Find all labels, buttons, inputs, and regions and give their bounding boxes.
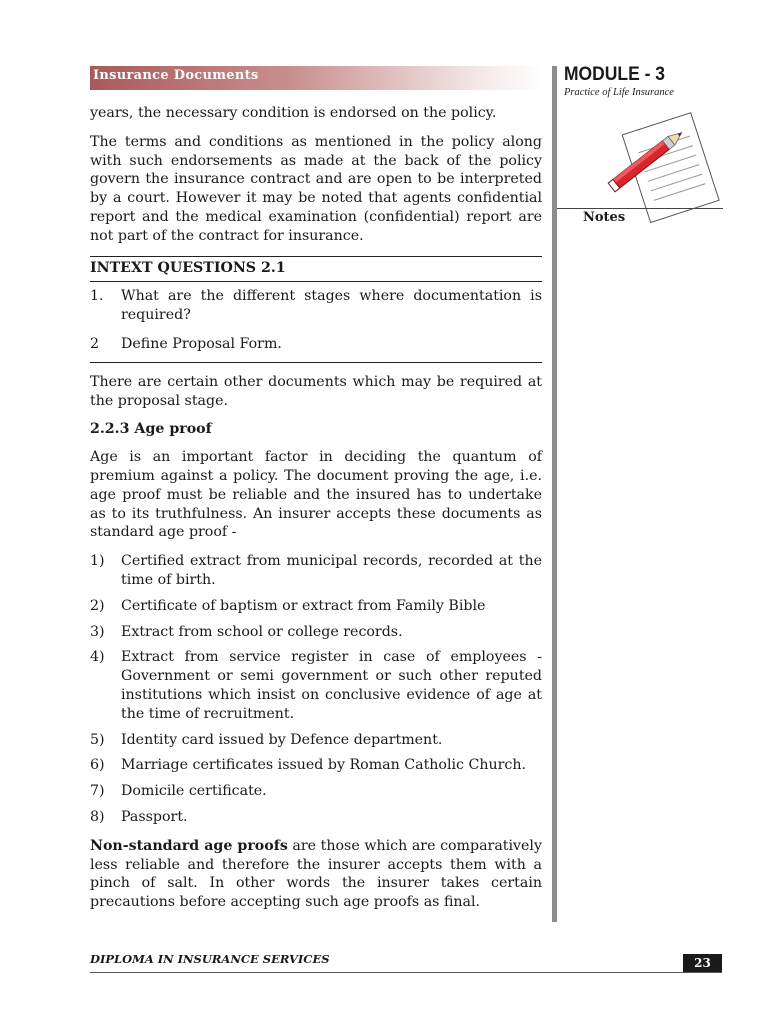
paragraph: years, the necessary condition is endorsed on the policy. bbox=[90, 105, 497, 121]
list-item bbox=[90, 597, 542, 616]
list-text: Marriage certificates issued by Roman Catholic Church. bbox=[121, 757, 526, 774]
list-text: Certified extract from municipal records, recorded at the time of birth. bbox=[121, 553, 542, 588]
list-number: 4) bbox=[90, 649, 105, 666]
list-text: Identity card issued by Defence department. bbox=[121, 731, 443, 748]
list-number: 8) bbox=[90, 808, 105, 825]
question-number: 2 bbox=[90, 335, 100, 352]
module-title: MODULE - 3 bbox=[564, 64, 665, 85]
notes-label: Notes bbox=[583, 210, 626, 225]
list-item bbox=[90, 552, 542, 590]
list-text: Certificate of baptism or extract from Family Bible bbox=[121, 597, 486, 614]
question-text: Define Proposal Form. bbox=[121, 335, 282, 352]
intext-questions-box bbox=[90, 256, 542, 363]
chapter-header-band bbox=[90, 66, 542, 90]
bold-term: Non-standard age proofs bbox=[90, 837, 288, 854]
paragraph: Age is an important factor in deciding the quantum of premium against a policy. The document proving the age, i.e. age proof must be reliable and the insured has to undertake as to its truthfulness. An insurer accepts these documents as standard age proof - bbox=[90, 449, 542, 541]
intext-title: INTEXT QUESTIONS 2.1 bbox=[90, 259, 542, 283]
footer-rule bbox=[90, 972, 722, 973]
list-text: Extract from school or college records. bbox=[121, 623, 403, 640]
section-heading: 2.2.3 Age proof bbox=[90, 421, 212, 438]
margin-divider bbox=[552, 66, 557, 922]
footer-course-name: DIPLOMA IN INSURANCE SERVICES bbox=[90, 952, 330, 966]
question-number: 1. bbox=[90, 288, 104, 305]
paragraph-text: are those which are comparatively less reliable and therefore the insurer accepts them with a pinch of salt. In other words the insurer takes certain precautions before accepting such age proofs as final. bbox=[90, 837, 542, 911]
list-text: Extract from service register in case of employees - Government or semi government or such other reputed institutions which insist on conclusive evidence of age at the time of recruitment. bbox=[121, 649, 542, 722]
list-item bbox=[90, 808, 542, 827]
list-number: 5) bbox=[90, 731, 105, 748]
list-text: Passport. bbox=[121, 808, 188, 825]
list-item bbox=[90, 648, 542, 723]
list-number: 7) bbox=[90, 783, 105, 800]
question-text: What are the different stages where documentation is required? bbox=[121, 288, 542, 324]
question-item bbox=[90, 287, 542, 325]
page-number: 23 bbox=[683, 954, 722, 973]
list-number: 1) bbox=[90, 553, 105, 570]
list-item bbox=[90, 731, 542, 750]
list-number: 2) bbox=[90, 597, 105, 614]
list-number: 6) bbox=[90, 757, 105, 774]
notes-rule bbox=[557, 208, 723, 209]
main-content bbox=[90, 104, 542, 922]
list-item bbox=[90, 623, 542, 642]
chapter-title: Insurance Documents bbox=[93, 68, 259, 83]
paragraph: The terms and conditions as mentioned in the policy along with such endorsements as made at the back of the policy govern the insurance contract and are open to be interpreted by a court. However it may be noted that agents confidential report and the medical examination (confidential) report are not part of the contract for insurance. bbox=[90, 133, 542, 244]
list-item bbox=[90, 756, 542, 775]
module-subtitle: Practice of Life Insurance bbox=[564, 87, 674, 98]
list-number: 3) bbox=[90, 623, 105, 640]
list-item bbox=[90, 782, 542, 801]
paragraph bbox=[90, 837, 542, 912]
question-item bbox=[90, 335, 542, 354]
list-text: Domicile certificate. bbox=[121, 783, 267, 800]
paragraph: There are certain other documents which may be required at the proposal stage. bbox=[90, 373, 542, 409]
